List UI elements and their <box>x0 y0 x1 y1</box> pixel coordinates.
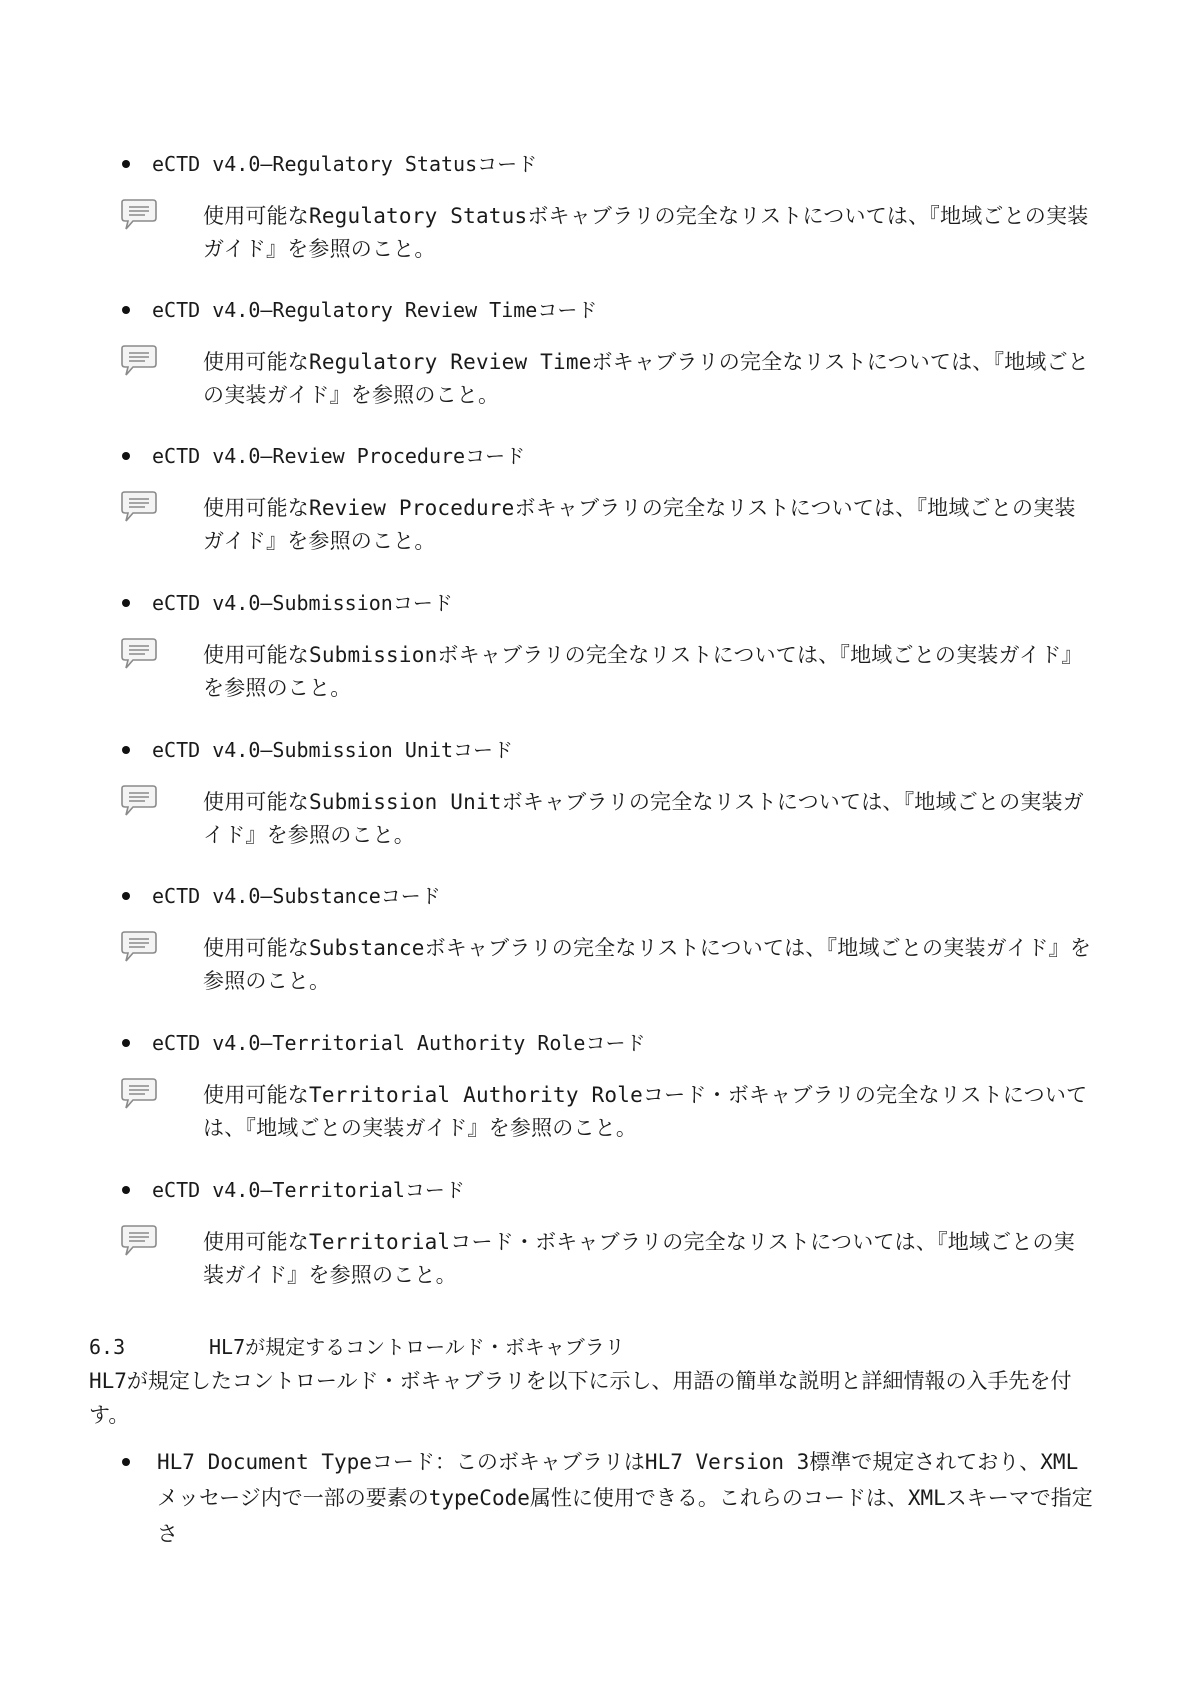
bullet-text: eCTD v4.0―Regulatory Statusコード <box>152 152 538 176</box>
bullet-item <box>122 150 537 178</box>
comment-text: 使用可能なSubmission Unitボキャブラリの完全なリストについては、『地域ごとの実装ガイド』を参照のこと。 <box>203 790 1084 847</box>
bullet-text: eCTD v4.0―Territorial Authority Roleコード <box>152 1031 646 1055</box>
bullet-item <box>122 736 513 764</box>
comment-text: 使用可能なRegulatory Statusボキャブラリの完全なリストについては、『地域ごとの実装ガイド』を参照のこと。 <box>203 204 1089 261</box>
comment-bubble-icon[interactable] <box>118 637 160 671</box>
comment-text: 使用可能なTerritorial Authority Roleコード・ボキャブラリの完全なリストについては、『地域ごとの実装ガイド』を参照のこと。 <box>203 1083 1088 1140</box>
bullet-dot <box>122 1039 130 1047</box>
comment-text: 使用可能なSubstanceボキャブラリの完全なリストについては、『地域ごとの実装ガイド』を参照のこと。 <box>203 936 1092 993</box>
comment-bubble-icon[interactable] <box>118 784 160 818</box>
bullet-item <box>122 589 453 617</box>
bullet-item <box>122 1029 645 1057</box>
bullet-item <box>122 296 597 324</box>
bullet-item <box>122 1176 465 1204</box>
comment-bubble-icon[interactable] <box>118 1077 160 1111</box>
section-number: 6.3 <box>89 1335 126 1359</box>
bullet-text: eCTD v4.0―Submissionコード <box>152 591 453 615</box>
comment-bubble-icon[interactable] <box>118 490 160 524</box>
bullet-text: eCTD v4.0―Submission Unitコード <box>152 738 514 762</box>
bullet-dot <box>122 599 130 607</box>
comment-bubble-icon[interactable] <box>118 344 160 378</box>
bullet-dot <box>122 306 130 314</box>
bullet-dot <box>122 160 130 168</box>
comment-text: 使用可能なReview Procedureボキャブラリの完全なリストについては、『地域ごとの実装ガイド』を参照のこと。 <box>203 496 1076 553</box>
bullet-item <box>122 1444 1094 1552</box>
comment-bubble-icon[interactable] <box>118 1224 160 1258</box>
comment-text: 使用可能なTerritorialコード・ボキャブラリの完全なリストについては、『地域ごとの実装ガイド』を参照のこと。 <box>203 1230 1075 1287</box>
bullet-dot <box>122 1458 130 1466</box>
section-title: HL7が規定するコントロールド・ボキャブラリ <box>209 1335 625 1359</box>
bullet-item <box>122 442 525 470</box>
bullet-dot <box>122 1186 130 1194</box>
bullet-item <box>122 882 441 910</box>
comment-text: 使用可能なSubmissionボキャブラリの完全なリストについては、『地域ごとの実装ガイド』を参照のこと。 <box>203 643 1083 700</box>
section-intro: HL7が規定したコントロールド・ボキャブラリを以下に示し、用語の簡単な説明と詳細情報の入手先を付す。 <box>89 1369 1072 1427</box>
comment-text: 使用可能なRegulatory Review Timeボキャブラリの完全なリストについては、『地域ごとの実装ガイド』を参照のこと。 <box>203 350 1090 407</box>
bullet-text: HL7 Document Typeコード：このボキャブラリはHL7 Version 3標準で規定されており、XMLメッセージ内で一部の要素のtypeCode属性に使用できる。これらのコードは、XMLスキーマで指定さ <box>157 1450 1093 1546</box>
bullet-text: eCTD v4.0―Regulatory Review Timeコード <box>152 298 598 322</box>
section-heading <box>89 1332 625 1362</box>
bullet-text: eCTD v4.0―Substanceコード <box>152 884 441 908</box>
bullet-text: eCTD v4.0―Review Procedureコード <box>152 444 526 468</box>
comment-bubble-icon[interactable] <box>118 198 160 232</box>
bullet-dot <box>122 892 130 900</box>
comment-bubble-icon[interactable] <box>118 930 160 964</box>
bullet-text: eCTD v4.0―Territorialコード <box>152 1178 465 1202</box>
bullet-dot <box>122 452 130 460</box>
bullet-dot <box>122 746 130 754</box>
